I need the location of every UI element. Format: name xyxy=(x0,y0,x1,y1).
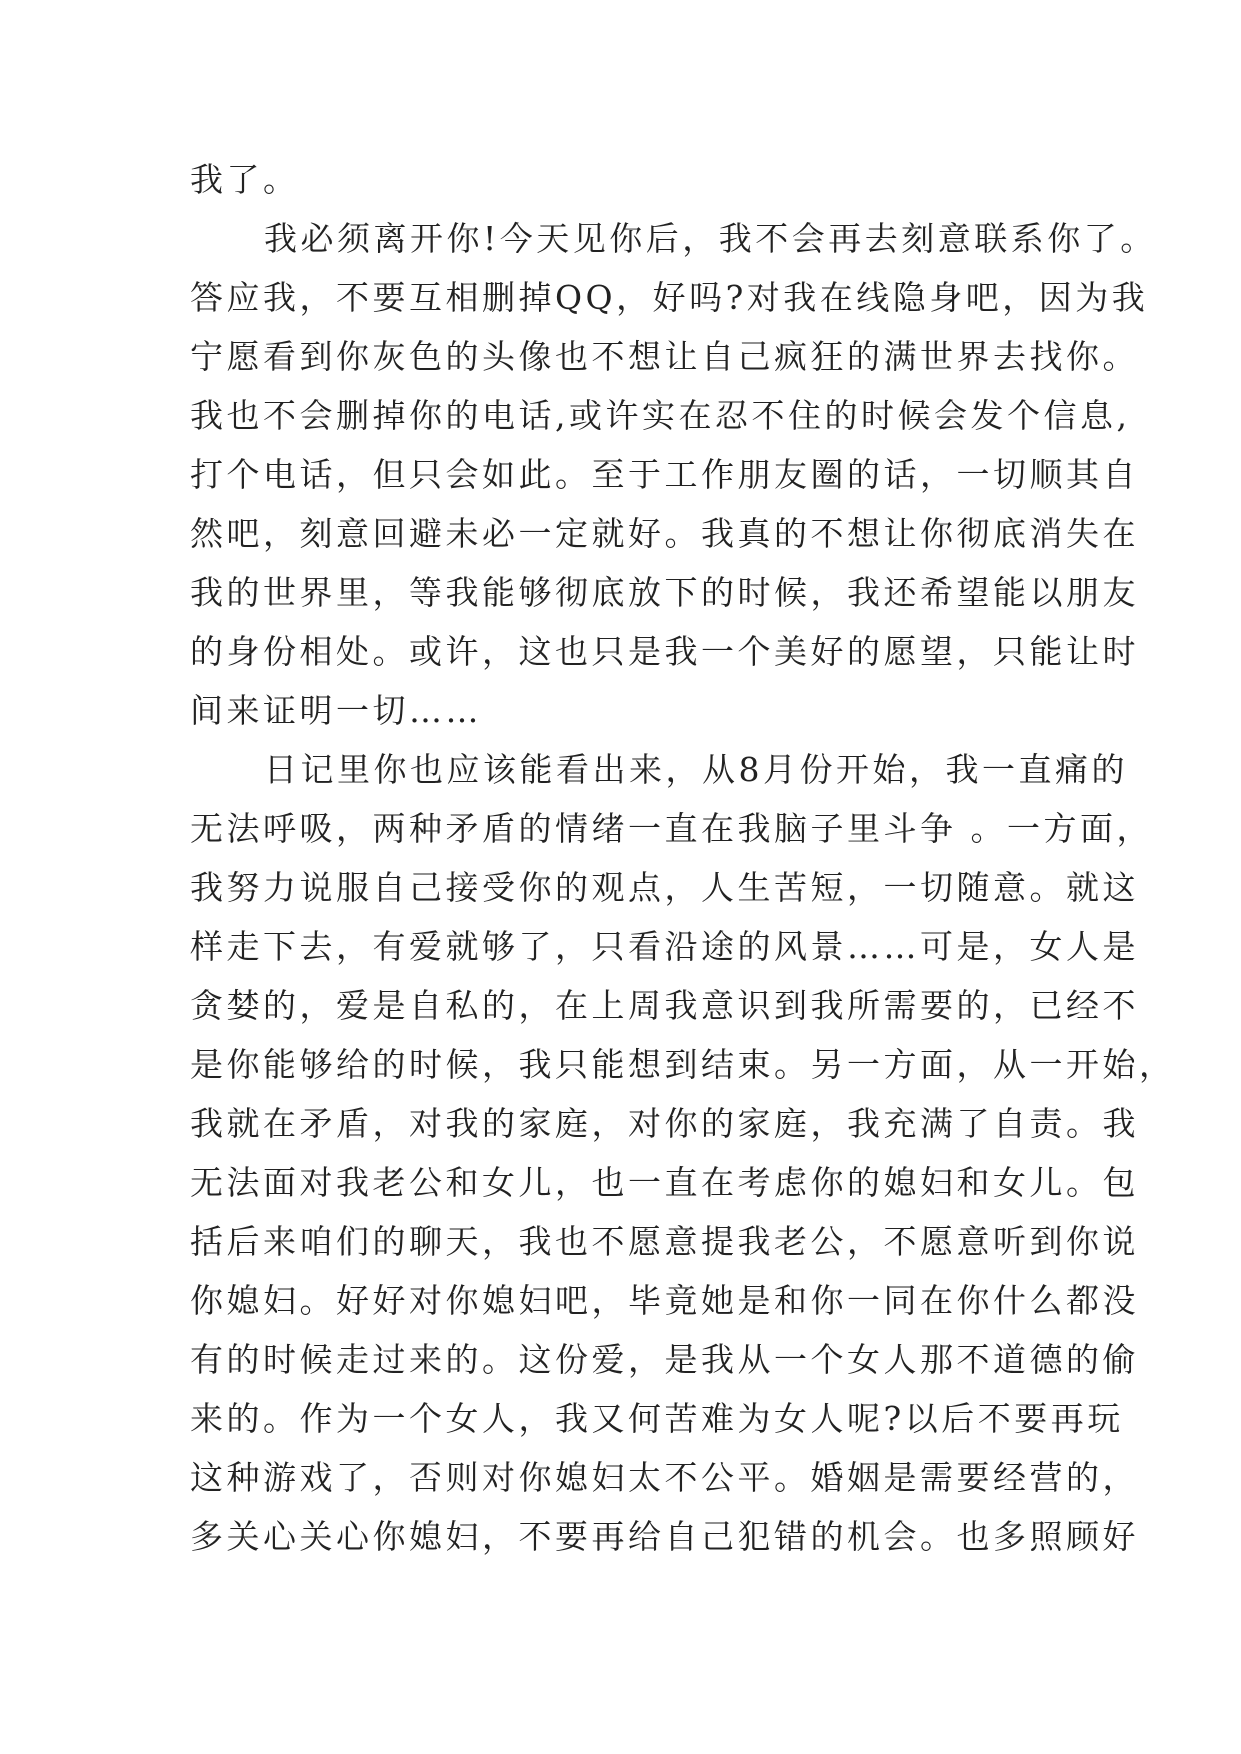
text-line: 无法呼吸，两种矛盾的情绪一直在我脑子里斗争 。一方面， xyxy=(190,809,1153,848)
text-line: 我就在矛盾，对我的家庭，对你的家庭，我充满了自责。我 xyxy=(190,1104,1139,1143)
text-line: 多关心关心你媳妇，不要再给自己犯错的机会。也多照顾好 xyxy=(190,1517,1139,1556)
document-body xyxy=(190,150,1176,1566)
text-line: 括后来咱们的聊天，我也不愿意提我老公，不愿意听到你说 xyxy=(190,1222,1139,1261)
text-line: 我的世界里，等我能够彻底放下的时候，我还希望能以朋友 xyxy=(190,573,1139,612)
text-line: 无法面对我老公和女儿，也一直在考虑你的媳妇和女儿。包 xyxy=(190,1163,1139,1202)
text-line: 我也不会删掉你的电话,或许实在忍不住的时候会发个信息, xyxy=(190,396,1131,435)
text-line: 然吧，刻意回避未必一定就好。我真的不想让你彻底消失在 xyxy=(190,514,1139,553)
text-line: 打个电话，但只会如此。至于工作朋友圈的话，一切顺其自 xyxy=(190,455,1139,494)
text-line: 你媳妇。好好对你媳妇吧，毕竟她是和你一同在你什么都没 xyxy=(190,1281,1139,1320)
text-line: 间来证明一切…… xyxy=(190,691,482,730)
text-line: 来的。作为一个女人，我又何苦难为女人呢?以后不要再玩 xyxy=(190,1399,1124,1438)
paragraph-start-line: 日记里你也应该能看出来，从8月份开始，我一直痛的 xyxy=(264,750,1128,789)
text-line: 贪婪的，爱是自私的，在上周我意识到我所需要的，已经不 xyxy=(190,986,1139,1025)
text-line: 样走下去，有爱就够了，只看沿途的风景……可是，女人是 xyxy=(190,927,1139,966)
text-line: 宁愿看到你灰色的头像也不想让自己疯狂的满世界去找你。 xyxy=(190,337,1139,376)
text-line: 有的时候走过来的。这份爱，是我从一个女人那不道德的偷 xyxy=(190,1340,1139,1379)
text-line: 答应我，不要互相删掉QQ，好吗?对我在线隐身吧，因为我 xyxy=(190,278,1149,317)
text-line: 是你能够给的时候，我只能想到结束。另一方面，从一开始， xyxy=(190,1045,1176,1084)
paragraph-start-line: 我必须离开你!今天见你后，我不会再去刻意联系你了。 xyxy=(264,219,1157,258)
text-line: 的身份相处。或许，这也只是我一个美好的愿望，只能让时 xyxy=(190,632,1139,671)
text-line: 我努力说服自己接受你的观点，人生苦短，一切随意。就这 xyxy=(190,868,1139,907)
text-line: 这种游戏了，否则对你媳妇太不公平。婚姻是需要经营的， xyxy=(190,1458,1139,1497)
text-line: 我了。 xyxy=(190,160,300,199)
